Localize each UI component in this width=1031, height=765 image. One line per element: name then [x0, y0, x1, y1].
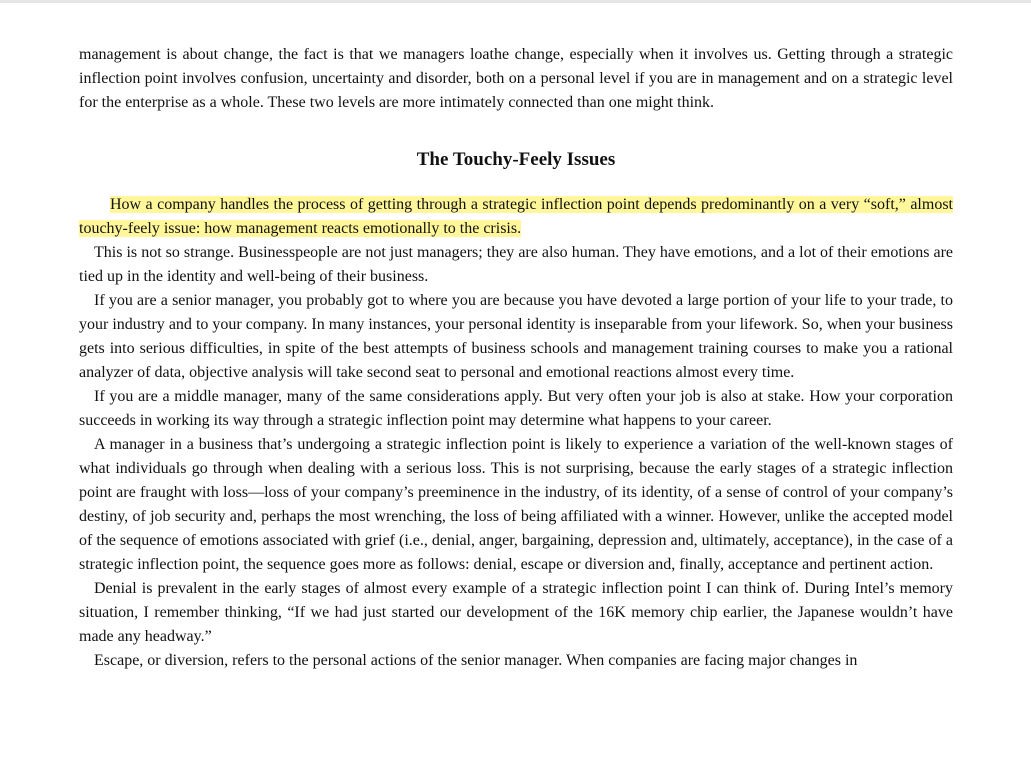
body-paragraph: Denial is prevalent in the early stages of almost every example of a strategic inflection point I can think of. During Intel’s memory situation, I remember thinking, “If we had just started our development of the 16K memory chip earlier, the Japanese wouldn’t have made any headway.” [79, 580, 953, 645]
document-page [79, 43, 953, 673]
highlighted-paragraph[interactable] [79, 193, 953, 241]
top-border [0, 0, 1031, 3]
body-paragraph: This is not so strange. Businesspeople are not just managers; they are also human. They have emotions, and a lot of their emotions are tied up in the identity and well-being of their business. [79, 244, 953, 285]
intro-paragraph: management is about change, the fact is that we managers loathe change, especially when it involves us. Getting through a strategic inflection point involves confusion, uncertainty and disorder, both on a personal level if you are in management and on a strategic level for the enterprise as a whole. These two levels are more intimately connected than one might think. [79, 46, 953, 111]
body-paragraph: If you are a middle manager, many of the same considerations apply. But very often your job is also at stake. How your corporation succeeds in working its way through a strategic inflection point may determine what happens to your career. [79, 388, 953, 429]
text-highlight[interactable]: How a company handles the process of getting through a strategic inflection point depends predominantly on a very “soft,” almost touchy-feely issue: how management reacts emotionally to the crisis. [79, 196, 953, 237]
section-heading: The Touchy-Feely Issues [416, 149, 616, 170]
body-paragraph: If you are a senior manager, you probably got to where you are because you have devoted a large portion of your life to your trade, to your industry and to your company. In many instances, your personal identity is inseparable from your lifework. So, when your business gets into serious difficulties, in spite of the best attempts of business schools and management training courses to make you a rational analyzer of data, objective analysis will take second seat to personal and emotional reactions almost every time. [79, 292, 953, 381]
body-paragraph: A manager in a business that’s undergoing a strategic inflection point is likely to experience a variation of the well-known stages of what individuals go through when dealing with a serious loss. This is not surprising, because the early stages of a strategic inflection point are fraught with loss—loss of your company’s preeminence in the industry, of its identity, of a sense of control of your company’s destiny, of job security and, perhaps the most wrenching, the loss of being affiliated with a winner. However, unlike the accepted model of the sequence of emotions associated with grief (i.e., denial, anger, bargaining, depression and, ultimately, acceptance), in the case of a strategic inflection point, the sequence goes more as follows: denial, escape or diversion and, finally, acceptance and pertinent action. [79, 436, 953, 573]
body-paragraph: Escape, or diversion, refers to the personal actions of the senior manager. When companies are facing major changes in [94, 652, 858, 669]
